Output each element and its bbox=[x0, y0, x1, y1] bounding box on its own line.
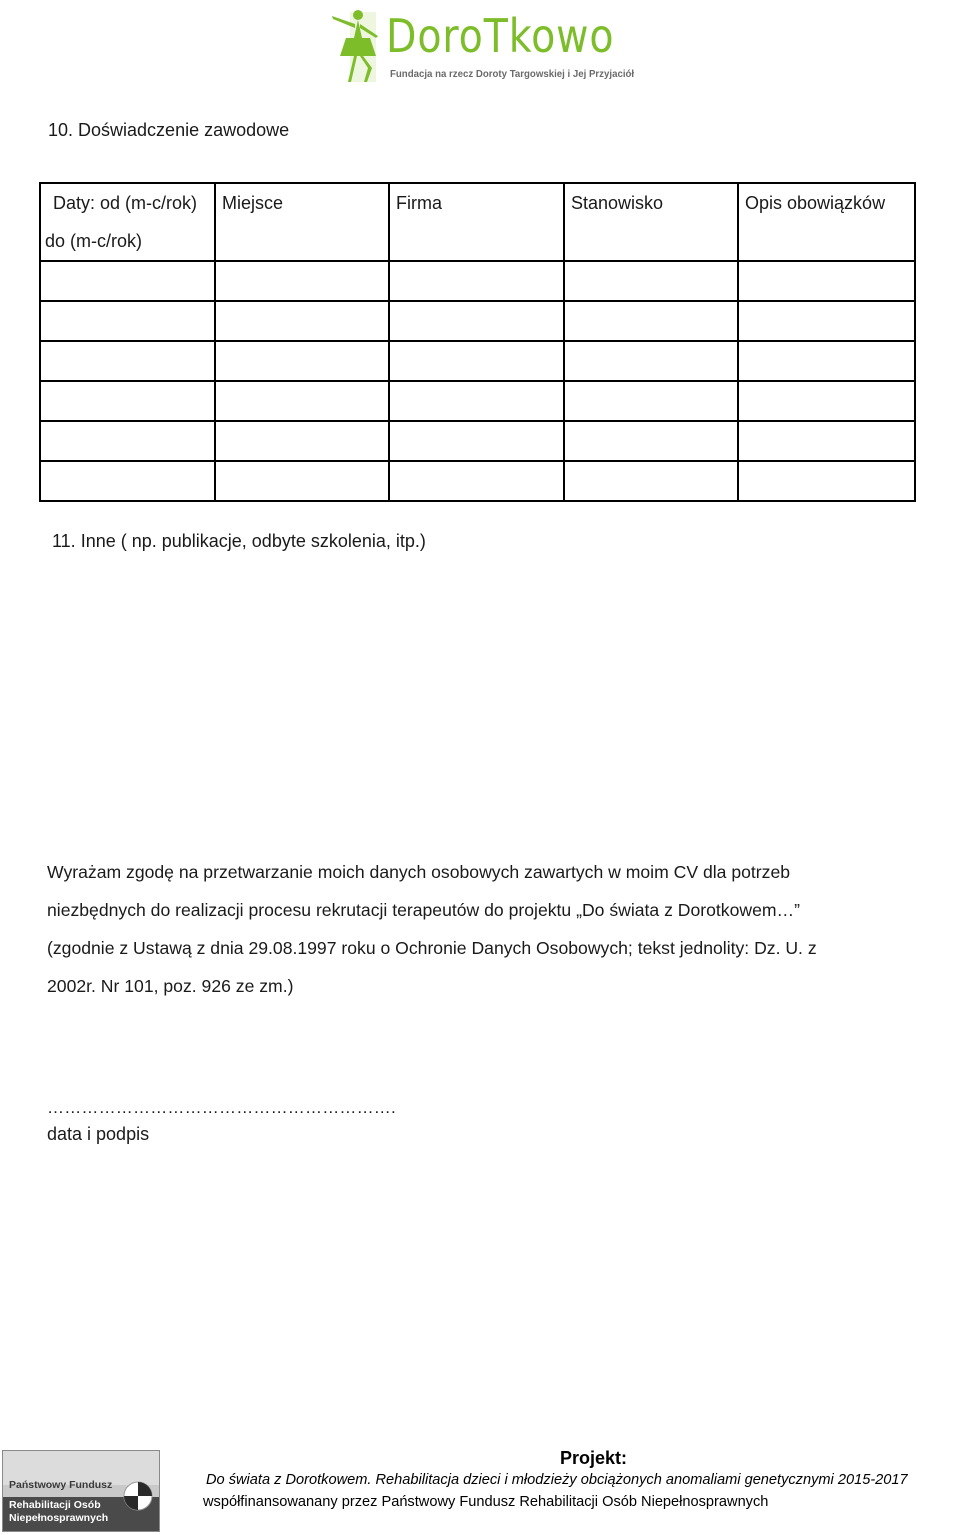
table-cell[interactable] bbox=[738, 341, 915, 381]
table-row bbox=[40, 461, 915, 501]
table-row bbox=[40, 381, 915, 421]
table-cell[interactable] bbox=[738, 461, 915, 501]
footer-project-title: Do świata z Dorotkowem. Rehabilitacja dzieci i młodzieży obciążonych anomaliami genetycznymi 2015-2017 bbox=[206, 1472, 908, 1488]
table-cell[interactable] bbox=[738, 381, 915, 421]
table-cell[interactable] bbox=[564, 381, 738, 421]
consent-line: Wyrażam zgodę na przetwarzanie moich danych osobowych zawartych w moim CV dla potrzeb bbox=[47, 862, 791, 882]
table-cell[interactable] bbox=[389, 461, 564, 501]
table-cell[interactable] bbox=[389, 341, 564, 381]
column-header-place: Miejsce bbox=[215, 183, 389, 261]
dorotkowo-logo bbox=[322, 6, 635, 86]
table-row bbox=[40, 301, 915, 341]
table-cell[interactable] bbox=[40, 261, 215, 301]
table-cell[interactable] bbox=[40, 301, 215, 341]
signature-line[interactable]: ……………………………………………………. bbox=[47, 1098, 396, 1117]
table-cell[interactable] bbox=[215, 261, 389, 301]
table-cell[interactable] bbox=[738, 261, 915, 301]
consent-line: 2002r. Nr 101, poz. 926 ze zm.) bbox=[47, 976, 294, 996]
pfron-emblem-icon bbox=[123, 1481, 153, 1511]
column-header-dates-from: Daty: od (m-c/rok) bbox=[53, 193, 198, 213]
table-row bbox=[40, 261, 915, 301]
table-cell[interactable] bbox=[564, 261, 738, 301]
section-11-title: 11. Inne ( np. publikacje, odbyte szkolenia, itp.) bbox=[52, 531, 426, 551]
table-cell[interactable] bbox=[389, 421, 564, 461]
table-cell[interactable] bbox=[40, 421, 215, 461]
table-row bbox=[40, 341, 915, 381]
table-cell[interactable] bbox=[40, 341, 215, 381]
logo-tagline: Fundacja na rzecz Doroty Targowskiej i Jej Przyjaciół bbox=[390, 68, 635, 80]
signature-label: data i podpis bbox=[47, 1124, 150, 1144]
table-cell[interactable] bbox=[564, 421, 738, 461]
column-header-dates-to: do (m-c/rok) bbox=[45, 231, 143, 251]
table-header-row bbox=[40, 183, 915, 261]
column-header-duties: Opis obowiązków bbox=[738, 183, 915, 261]
table-cell[interactable] bbox=[564, 461, 738, 501]
table-cell[interactable] bbox=[40, 461, 215, 501]
section-10-title: 10. Doświadczenie zawodowe bbox=[48, 120, 290, 140]
footer-project-heading: Projekt: bbox=[560, 1448, 628, 1468]
consent-line: (zgodnie z Ustawą z dnia 29.08.1997 roku o Ochronie Danych Osobowych; tekst jednolity: Dz. U. z bbox=[47, 938, 817, 958]
table-cell[interactable] bbox=[738, 301, 915, 341]
table-cell[interactable] bbox=[564, 301, 738, 341]
experience-table bbox=[39, 182, 916, 502]
table-cell[interactable] bbox=[215, 381, 389, 421]
dancer-icon bbox=[324, 6, 380, 86]
table-cell[interactable] bbox=[389, 381, 564, 421]
pfron-logo-line: Państwowy Fundusz bbox=[9, 1479, 113, 1491]
pfron-logo bbox=[2, 1450, 160, 1532]
table-cell[interactable] bbox=[738, 421, 915, 461]
table-cell[interactable] bbox=[215, 421, 389, 461]
consent-line: niezbędnych do realizacji procesu rekrutacji terapeutów do projektu „Do świata z Dorotkowem…” bbox=[47, 900, 800, 920]
table-cell[interactable] bbox=[389, 261, 564, 301]
pfron-logo-line: Niepełnosprawnych bbox=[9, 1512, 109, 1524]
table-cell[interactable] bbox=[215, 341, 389, 381]
consent-clause bbox=[47, 853, 897, 1005]
footer-cofinancing-note: współfinansowanany przez Państwowy Fundusz Rehabilitacji Osób Niepełnosprawnych bbox=[203, 1494, 769, 1510]
table-cell[interactable] bbox=[564, 341, 738, 381]
table-cell[interactable] bbox=[215, 461, 389, 501]
table-row bbox=[40, 421, 915, 461]
column-header-company: Firma bbox=[389, 183, 564, 261]
column-header-position: Stanowisko bbox=[564, 183, 738, 261]
column-header-dates bbox=[40, 183, 215, 261]
table-cell[interactable] bbox=[389, 301, 564, 341]
table-cell[interactable] bbox=[215, 301, 389, 341]
logo-wordmark: DoroTkowo bbox=[386, 9, 615, 63]
table-cell[interactable] bbox=[40, 381, 215, 421]
pfron-logo-line: Rehabilitacji Osób bbox=[9, 1499, 101, 1511]
